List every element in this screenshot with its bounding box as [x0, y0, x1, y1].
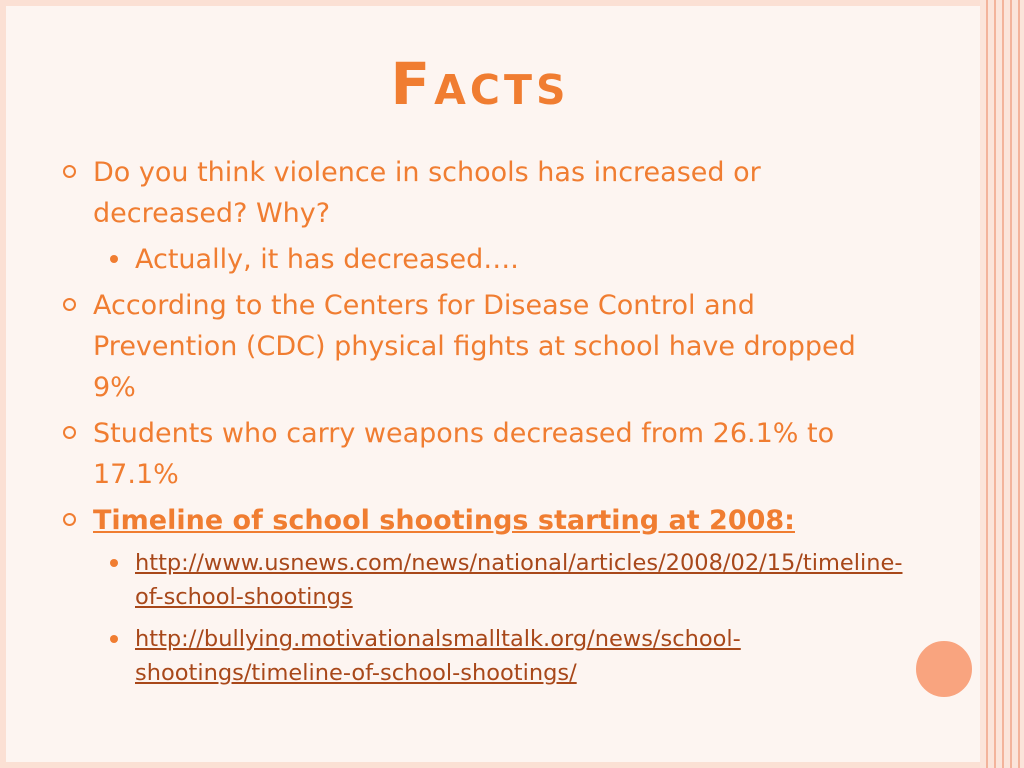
hollow-circle-bullet-icon	[63, 426, 76, 439]
bullying-timeline-link[interactable]: http://bullying.motivationalsmalltalk.org/news/school-shootings/timeline-of-school-shootings/	[135, 626, 741, 686]
bullet-item-weapons-fact	[60, 413, 890, 495]
decorative-accent-circle	[913, 638, 975, 700]
decorative-right-stripes	[980, 0, 1024, 768]
slide-title: Facts	[390, 50, 570, 118]
bullet-list	[60, 152, 903, 698]
dot-bullet-icon	[110, 559, 118, 567]
hollow-circle-bullet-icon	[63, 298, 76, 311]
bullet-item-cdc-fact	[60, 285, 890, 408]
sub-bullet-link-usnews[interactable]	[60, 546, 903, 614]
bullet-item-timeline[interactable]	[60, 500, 890, 541]
sub-bullet-item-answer	[60, 239, 890, 280]
usnews-timeline-link[interactable]: http://www.usnews.com/news/national/articles/2008/02/15/timeline-of-school-shootings	[135, 550, 903, 610]
hollow-circle-bullet-icon	[63, 165, 76, 178]
frame-bottom-border	[0, 762, 980, 768]
bullet-text: According to the Centers for Disease Control and Prevention (CDC) physical fights at school have dropped 9%	[93, 290, 856, 403]
timeline-heading-link[interactable]: Timeline of school shootings starting at 2008:	[93, 505, 795, 536]
dot-bullet-icon	[110, 635, 118, 643]
bullet-item-question	[60, 152, 890, 234]
bullet-text: Do you think violence in schools has increased or decreased? Why?	[93, 157, 761, 229]
sub-bullet-link-bullying[interactable]	[60, 622, 890, 690]
sub-bullet-text: Actually, it has decreased….	[135, 244, 519, 275]
dot-bullet-icon	[110, 255, 118, 263]
frame-top-border	[0, 0, 980, 6]
bullet-text: Students who carry weapons decreased from 26.1% to 17.1%	[93, 418, 835, 490]
hollow-circle-bullet-icon	[63, 513, 76, 526]
